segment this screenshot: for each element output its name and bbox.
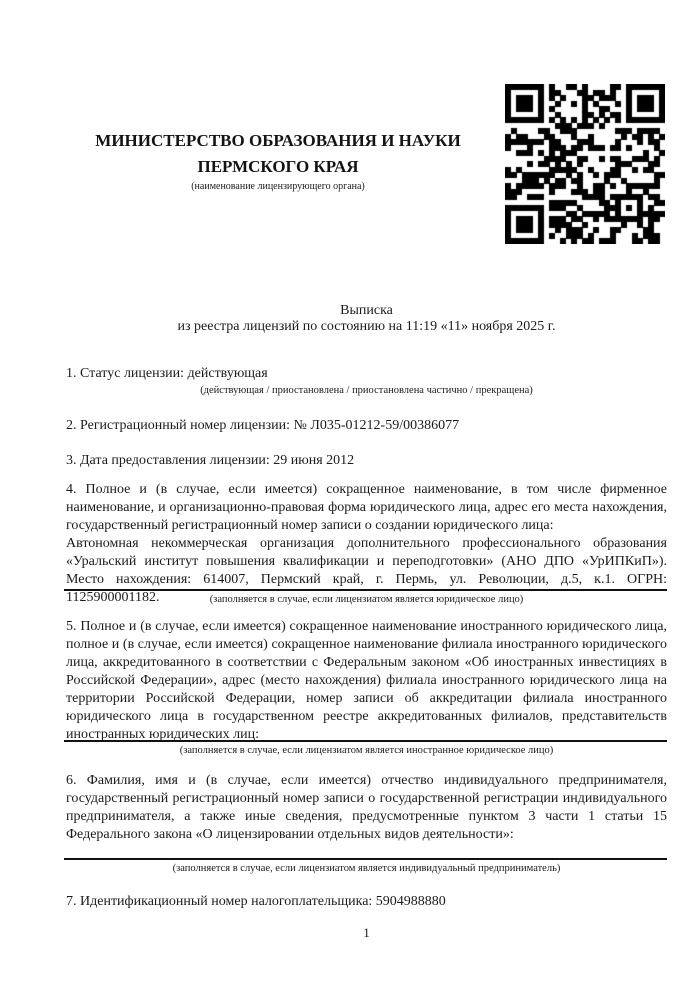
ministry-name-line2: ПЕРМСКОГО КРАЯ bbox=[197, 157, 359, 176]
document-title-line1: Выписка bbox=[340, 303, 393, 318]
section-legal-entity-question: 4. Полное и (в случае, если имеется) сокращенное наименование, в том числе фирменное наименование, и организационно-правовая форма юридического лица, адрес его места нахождения, государственный регистрационный номер записи о создании юридического лица: bbox=[66, 482, 667, 533]
section-license-status-note: (действующая / приостановлена / приостановлена частично / прекращена) bbox=[200, 385, 533, 396]
issuing-authority-caption: (наименование лицензирующего органа) bbox=[191, 181, 365, 192]
section-foreign-entity-question: 5. Полное и (в случае, если имеется) сокращенное наименование иностранного юридического лица, полное и (в случае, если имеется) сокращенное наименование филиала иностранного юридического лица, аккредитованного в соответствии с Федеральным законом «Об иностранных инвестициях в Российской Федерации», адрес (место нахождения) филиала иностранного юридического лица на территории Российской Федерации, номер записи об аккредитации филиала иностранного юридического лица в государственном реестре аккредитованных филиалов, представительств иностранных юридических лиц: bbox=[66, 619, 667, 742]
ministry-name-line1: МИНИСТЕРСТВО ОБРАЗОВАНИЯ И НАУКИ bbox=[95, 131, 461, 150]
fill-in-rule-individual-entrepreneur bbox=[64, 858, 667, 860]
section-license-status: 1. Статус лицензии: действующая bbox=[66, 366, 268, 381]
section-individual-entrepreneur-question: 6. Фамилия, имя и (в случае, если имеется) отчество индивидуального предпринимателя, государственный регистрационный номер записи о государственной регистрации индивидуального предпринимателя, а также иные сведения, предусмотренные пунктом 3 части 1 статьи 15 Федерального закона «О лицензировании отдельных видов деятельности»: bbox=[66, 773, 667, 842]
section-legal-entity-note: (заполняется в случае, если лицензиатом является юридическое лицо) bbox=[209, 594, 524, 605]
section-individual-entrepreneur bbox=[66, 772, 667, 844]
fill-in-rule-legal-entity bbox=[64, 589, 667, 591]
document-title-line2: из реестра лицензий по состоянию на 11:19 «11» ноября 2025 г. bbox=[177, 319, 556, 334]
section-individual-entrepreneur-note: (заполняется в случае, если лицензиатом является индивидуальный предприниматель) bbox=[172, 863, 561, 874]
page-number: 1 bbox=[363, 925, 370, 940]
qr-code bbox=[505, 84, 665, 244]
section-registration-number: 2. Регистрационный номер лицензии: № Л035-01212-59/00386077 bbox=[66, 418, 460, 433]
section-taxpayer-number: 7. Идентификационный номер налогоплательщика: 5904988880 bbox=[66, 894, 446, 909]
issuing-authority-title bbox=[66, 128, 490, 180]
section-foreign-entity bbox=[66, 618, 667, 744]
section-license-date: 3. Дата предоставления лицензии: 29 июня 2012 bbox=[66, 453, 355, 468]
document-title bbox=[66, 303, 667, 335]
fill-in-rule-foreign-entity bbox=[64, 740, 667, 742]
section-foreign-entity-note: (заполняется в случае, если лицензиатом является иностранное юридическое лицо) bbox=[179, 745, 554, 756]
section-legal-entity-answer: Автономная некоммерческая организация дополнительного профессионального образования «Уральский институт повышения квалификации и переподготовки» (АНО ДПО «УрИПКиП»). Место нахождения: 614007, Пермский край, г. Пермь, ул. Революции, д.5, к.1. ОГРН: 1125900001182. bbox=[66, 536, 667, 605]
